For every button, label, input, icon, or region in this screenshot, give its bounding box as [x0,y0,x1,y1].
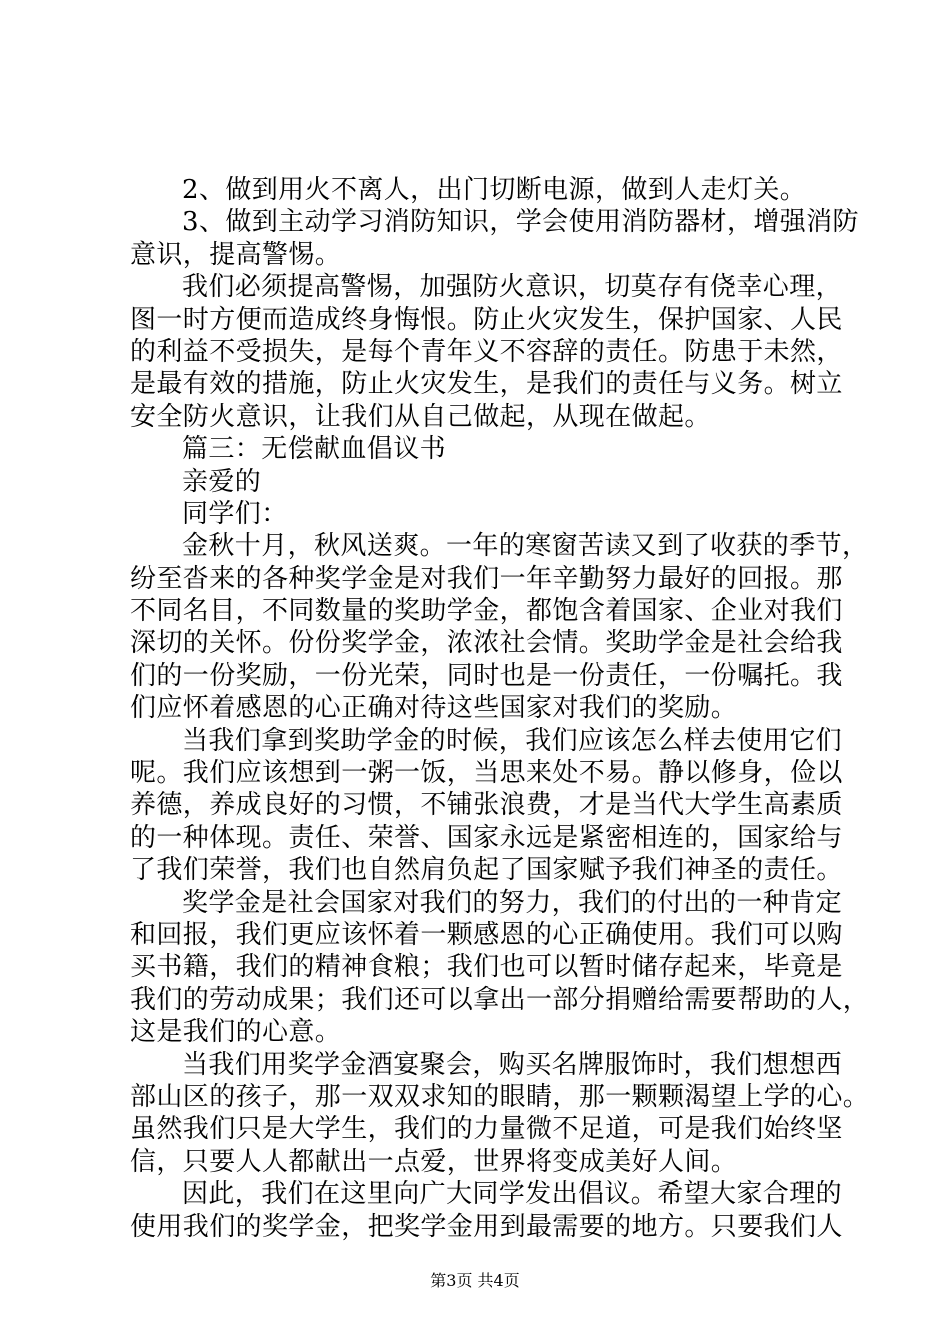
text-line: 们应怀着感恩的心正确对待这些国家对我们的奖励。 [130,693,738,724]
text-line: 的一种体现。责任、荣誉、国家永远是紧密相连的，国家给与 [130,822,843,853]
text-line: 当我们拿到奖助学金的时候，我们应该怎么样去使用它们 [182,725,843,756]
text-line: 呢。我们应该想到一粥一饭，当思来处不易。静以修身，俭以 [130,758,843,789]
text-line: 图一时方便而造成终身悔恨。防止火灾发生，保护国家、人民 [130,304,843,335]
text-line: 奖学金是社会国家对我们的努力，我们的付出的一种肯定 [182,887,843,918]
document-body [130,174,870,1243]
text-line: 意识，提高警惕。 [130,239,342,270]
text-line: 当我们用奖学金酒宴聚会，购买名牌服饰时，我们想想西 [182,1049,843,1080]
text-line: 的利益不受损失，是每个青年义不容辞的责任。防患于未然， [130,336,843,367]
text-line: 同学们： [182,498,288,529]
text-line: 篇三：无偿献血倡议书 [182,434,447,465]
text-line: 我们的劳动成果；我们还可以拿出一部分捐赠给需要帮助的人， [130,984,870,1015]
text-line: 养德，养成良好的习惯，不铺张浪费，才是当代大学生高素质 [130,790,843,821]
text-line: 信，只要人人都献出一点爱，世界将变成美好人间。 [130,1146,738,1177]
text-line: 这是我们的心意。 [130,1017,342,1048]
text-line: 深切的关怀。份份奖学金，浓浓社会情。奖助学金是社会给我 [130,628,843,659]
text-line: 和回报，我们更应该怀着一颗感恩的心正确使用。我们可以购 [130,919,843,950]
text-line: 不同名目，不同数量的奖助学金，都饱含着国家、企业对我们 [130,596,843,627]
page-footer: 第3页 共4页 [430,1271,520,1290]
text-line: 亲爱的 [182,466,262,497]
text-line: 虽然我们只是大学生，我们的力量微不足道，可是我们始终坚 [130,1114,843,1145]
text-line: 们的一份奖励，一份光荣，同时也是一份责任，一份嘱托。我 [130,660,843,691]
text-line: 是最有效的措施，防止火灾发生，是我们的责任与义务。树立 [130,369,843,400]
text-line: 买书籍，我们的精神食粮；我们也可以暂时储存起来，毕竟是 [130,952,843,983]
text-line: 纷至沓来的各种奖学金是对我们一年辛勤努力最好的回报。那 [130,563,843,594]
text-line: 使用我们的奖学金，把奖学金用到最需要的地方。只要我们人 [130,1211,843,1242]
text-line: 安全防火意识，让我们从自己做起，从现在做起。 [130,401,711,432]
text-line: 金秋十月，秋风送爽。一年的寒窗苦读又到了收获的季节， [182,531,869,562]
text-line: 3、做到主动学习消防知识，学会使用消防器材，增强消防 [182,207,859,238]
text-line: 2、做到用火不离人，出门切断电源，做到人走灯关。 [182,175,807,205]
text-line: 了我们荣誉，我们也自然肩负起了国家赋予我们神圣的责任。 [130,855,843,886]
text-line: 我们必须提高警惕，加强防火意识，切莫存有侥幸心理， [182,272,843,303]
text-line: 因此，我们在这里向广大同学发出倡议。希望大家合理的 [182,1179,843,1210]
text-line: 部山区的孩子，那一双双求知的眼睛，那一颗颗渴望上学的心。 [130,1081,870,1112]
